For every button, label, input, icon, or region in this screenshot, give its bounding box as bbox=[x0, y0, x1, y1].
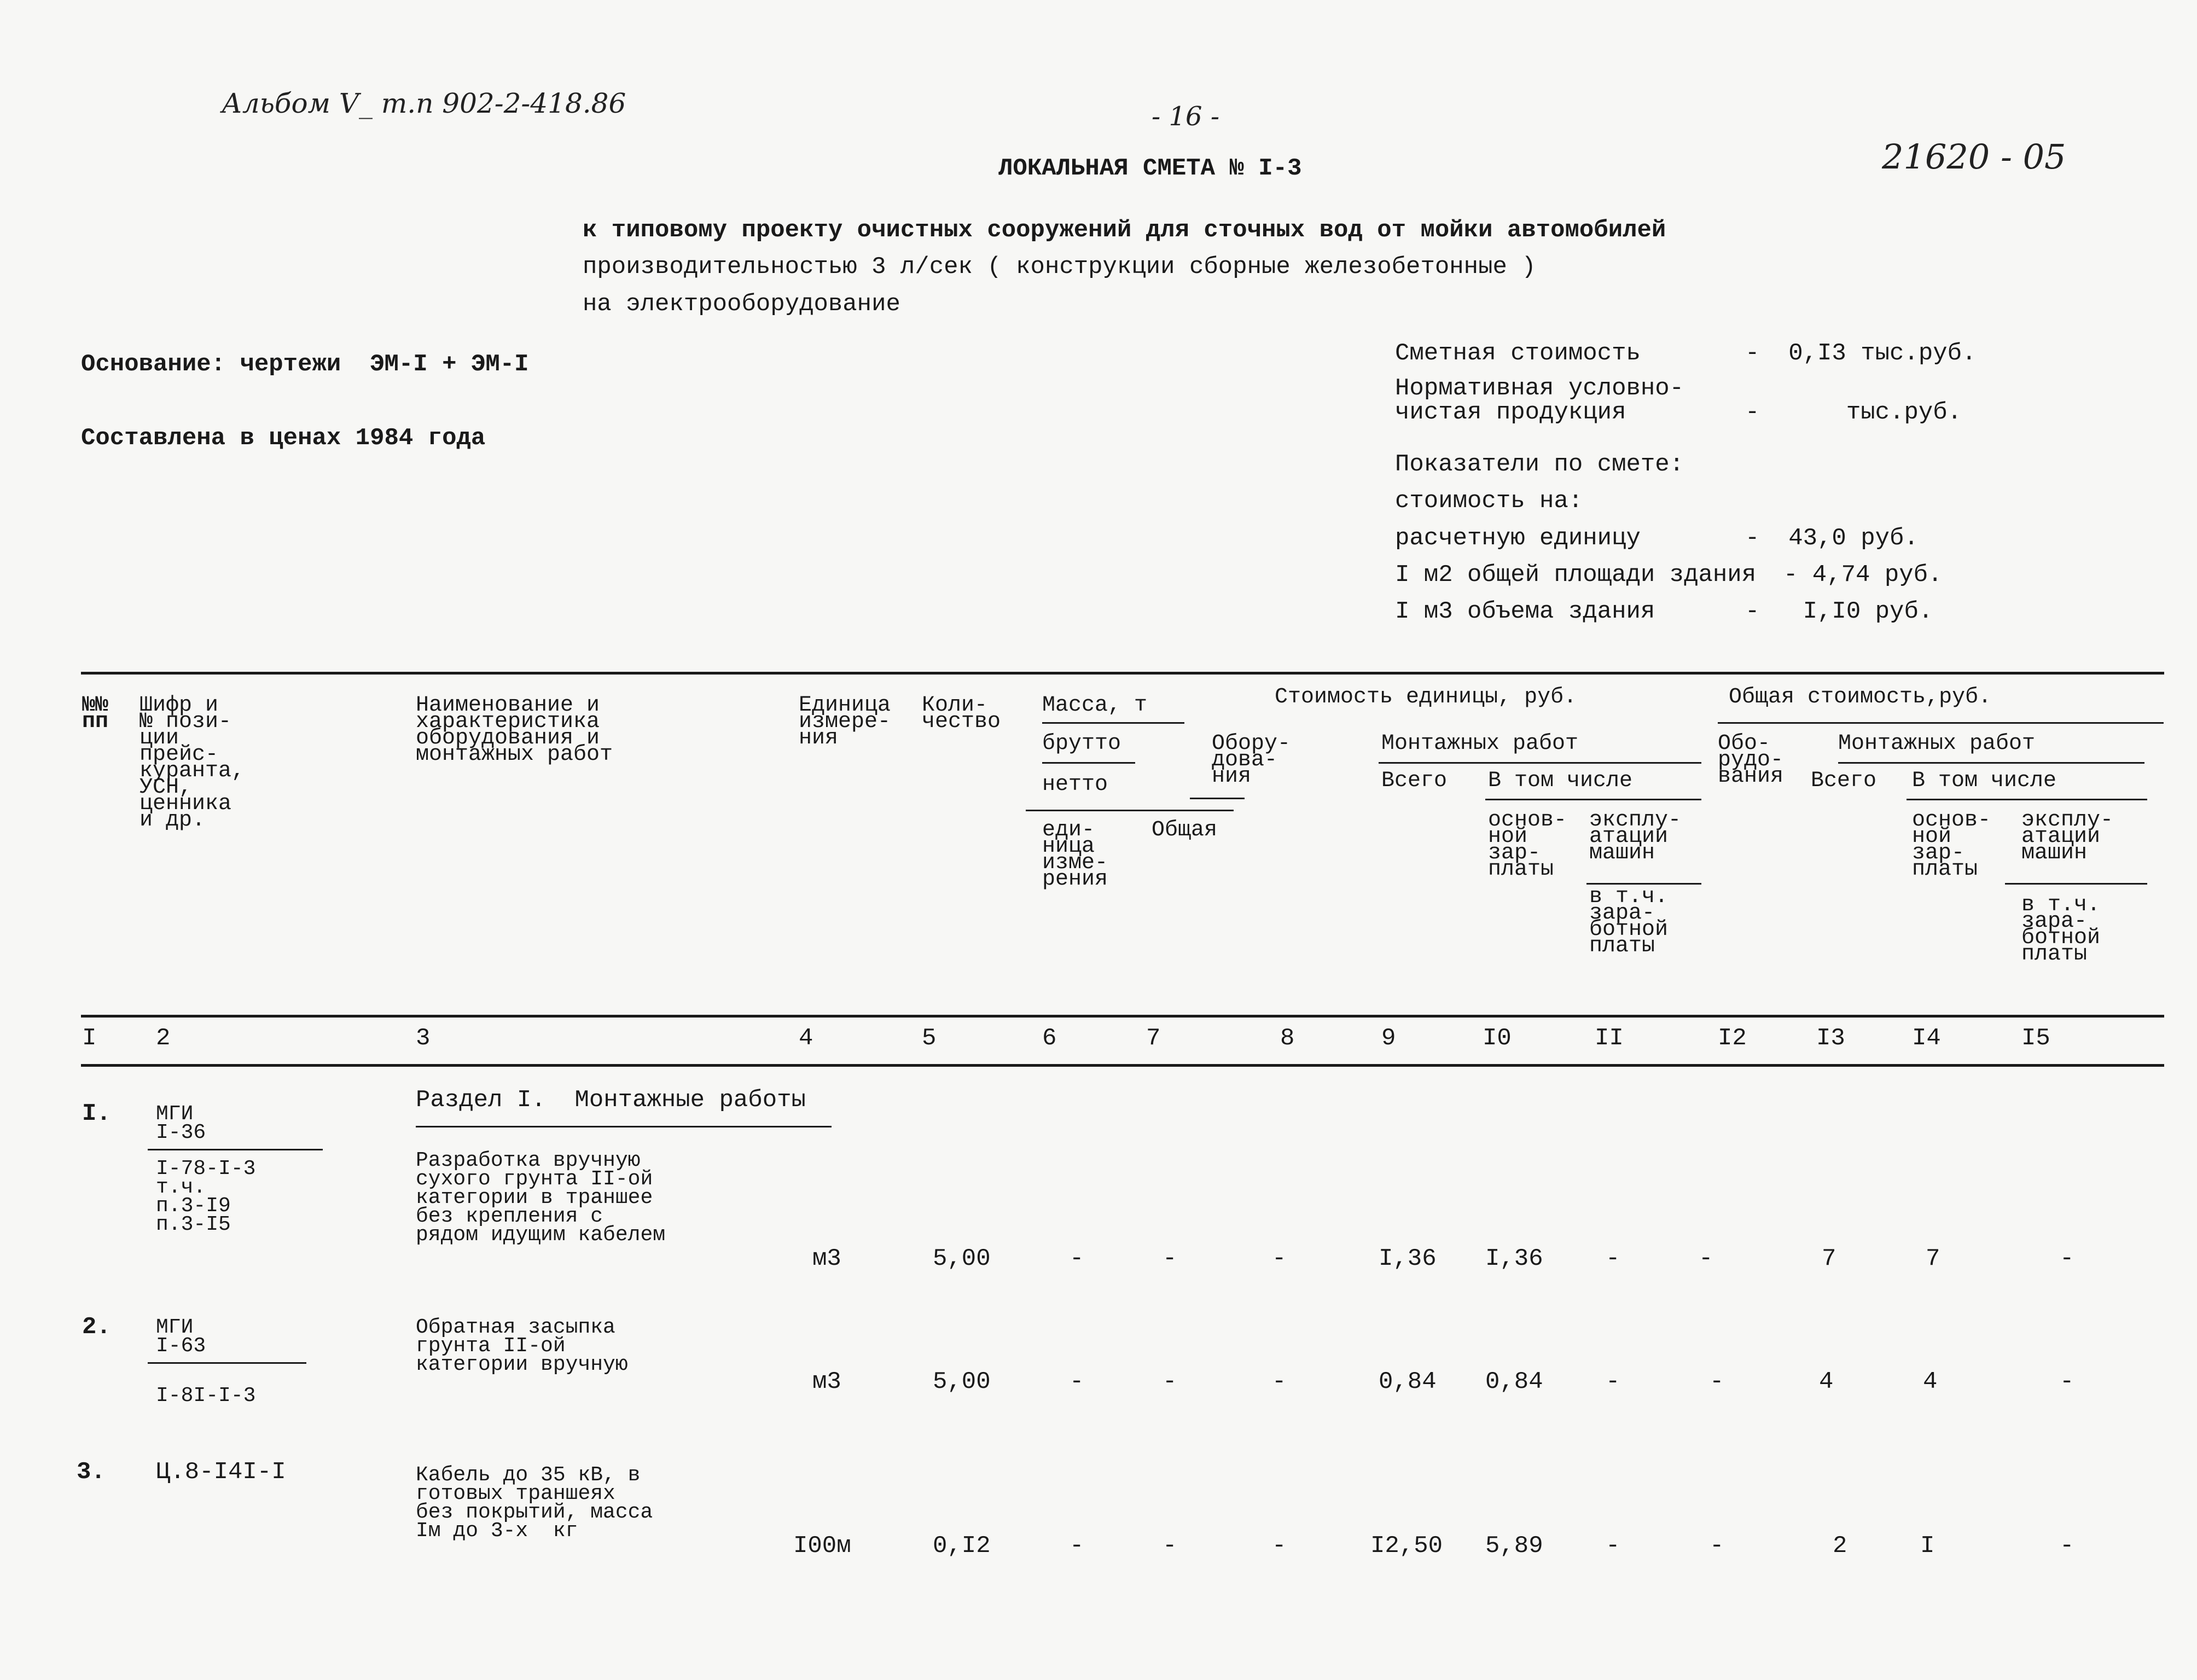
col-number-11: II bbox=[1595, 1025, 1624, 1052]
row-2-col10: 0,84 bbox=[1485, 1368, 1543, 1396]
row-1-code-bottom: I-78-I-3 т.ч. п.3-I9 п.3-I5 bbox=[156, 1157, 256, 1236]
header-total-all: Всего bbox=[1811, 769, 1877, 793]
row-2-col9: 0,84 bbox=[1379, 1368, 1437, 1396]
volume-cost-label: I м3 объема здания bbox=[1395, 598, 1655, 625]
header-total-mass: Общая bbox=[1152, 818, 1218, 842]
indicators-heading: Показатели по смете: bbox=[1395, 451, 1684, 478]
row-1-col12: - bbox=[1699, 1245, 1713, 1272]
col-number-1: I bbox=[82, 1025, 97, 1052]
col-number-13: I3 bbox=[1816, 1025, 1845, 1052]
row-2-col7: - bbox=[1163, 1368, 1177, 1396]
mass-underline bbox=[1042, 722, 1184, 724]
row-3-col12: - bbox=[1710, 1532, 1724, 1560]
document-title: ЛОКАЛЬНАЯ СМЕТА № I-3 bbox=[998, 155, 1302, 182]
row-1-col15: - bbox=[2060, 1245, 2074, 1272]
header-equipment: Обору- дова- ния bbox=[1212, 731, 1291, 789]
normative-label-1: Нормативная условно- bbox=[1395, 375, 1684, 402]
unit-cost-value: - 43,0 руб. bbox=[1745, 525, 1919, 552]
brutto-underline bbox=[1042, 762, 1135, 764]
row-3-col8: - bbox=[1272, 1532, 1287, 1560]
row-1-number: I. bbox=[82, 1100, 111, 1127]
row-1-col10: I,36 bbox=[1485, 1245, 1543, 1272]
row-2-name: Обратная засыпка грунта II-ой категории вручную bbox=[416, 1316, 628, 1376]
row-2-col8: - bbox=[1272, 1368, 1287, 1396]
header-bottom-rule bbox=[81, 1015, 2164, 1018]
col-number-6: 6 bbox=[1042, 1025, 1057, 1052]
row-2-col15: - bbox=[2060, 1368, 2074, 1396]
basis-line: Основание: чертежи ЭМ-I + ЭМ-I bbox=[81, 351, 529, 378]
col-number-15: I5 bbox=[2021, 1025, 2050, 1052]
header-total-machine: эксплу- атации машин bbox=[2021, 808, 2114, 865]
col-number-4: 4 bbox=[799, 1025, 813, 1052]
header-quantity: Коли- чество bbox=[922, 693, 1001, 734]
page-number: - 16 - bbox=[1152, 101, 1220, 132]
header-unit-base-pay: основ- ной зар- платы bbox=[1488, 808, 1567, 882]
row-3-col14: I bbox=[1920, 1532, 1935, 1560]
row-2-number: 2. bbox=[82, 1313, 111, 1341]
netto-underline bbox=[1026, 810, 1234, 811]
area-cost-label: I м2 общей площади здания bbox=[1395, 561, 1757, 589]
price-year-line: Составлена в ценах 1984 года bbox=[81, 425, 486, 452]
equipment-underline bbox=[1190, 798, 1245, 799]
row-1-col13: 7 bbox=[1822, 1245, 1836, 1272]
subtitle-line-1: к типовому проекту очистных сооружений для сточных вод от мойки автомобилей bbox=[583, 217, 1666, 244]
col-number-12: I2 bbox=[1718, 1025, 1747, 1052]
row-1-col7: - bbox=[1163, 1245, 1177, 1272]
row-3-col9: I2,50 bbox=[1370, 1532, 1443, 1560]
row-1-col9: I,36 bbox=[1379, 1245, 1437, 1272]
header-total-wages: в т.ч. зара- ботной платы bbox=[2021, 893, 2101, 967]
header-name: Наименование и характеристика оборудования и монтажных работ bbox=[416, 693, 613, 767]
header-unit-machine: эксплу- атации машин bbox=[1589, 808, 1682, 865]
row-3-col11: - bbox=[1606, 1532, 1620, 1560]
header-netto: нетто bbox=[1042, 772, 1108, 797]
unit-incl-underline bbox=[1485, 799, 1701, 800]
row-2-col12: - bbox=[1710, 1368, 1724, 1396]
header-unit-wages: в т.ч. зара- ботной платы bbox=[1589, 885, 1669, 958]
header-brutto: брутто bbox=[1042, 731, 1121, 756]
section-title-underline bbox=[416, 1126, 832, 1127]
volume-cost-value: - I,I0 руб. bbox=[1745, 598, 1933, 625]
row-3-col15: - bbox=[2060, 1532, 2074, 1560]
col-number-9: 9 bbox=[1381, 1025, 1396, 1052]
total-cost-underline bbox=[1718, 722, 2164, 724]
row-3-col13: 2 bbox=[1833, 1532, 1847, 1560]
unit-cost-label: расчетную единицу bbox=[1395, 525, 1641, 552]
header-total-cost: Общая стоимость,руб. bbox=[1729, 685, 1992, 710]
row-2-code-divider bbox=[148, 1362, 306, 1364]
estimated-cost-label: Сметная стоимость bbox=[1395, 340, 1641, 367]
row-3-name: Кабель до 35 кВ, в готовых траншеях без покрытий, масса Iм до 3-х кг bbox=[416, 1463, 653, 1543]
header-total-incl: В том числе bbox=[1912, 769, 2057, 793]
document-code: 21620 - 05 bbox=[1882, 137, 2066, 177]
row-2-code-top: МГИ I-63 bbox=[156, 1316, 206, 1358]
row-3-col7: - bbox=[1163, 1532, 1177, 1560]
header-total-equipment: Обо- рудо- вания bbox=[1718, 731, 1784, 789]
col-number-2: 2 bbox=[156, 1025, 171, 1052]
row-1-col6: - bbox=[1070, 1245, 1084, 1272]
row-1-col11: - bbox=[1606, 1245, 1620, 1272]
cost-on-label: стоимость на: bbox=[1395, 487, 1583, 515]
row-2-col11: - bbox=[1606, 1368, 1620, 1396]
row-1-col14: 7 bbox=[1926, 1245, 1940, 1272]
header-unit-incl: В том числе bbox=[1488, 769, 1633, 793]
total-mount-underline bbox=[1838, 762, 2144, 764]
row-2-code-bottom: I-8I-I-3 bbox=[156, 1384, 256, 1408]
col-number-10: I0 bbox=[1483, 1025, 1512, 1052]
col-number-5: 5 bbox=[922, 1025, 937, 1052]
header-total-mount: Монтажных работ bbox=[1838, 731, 2036, 756]
row-2-col13: 4 bbox=[1819, 1368, 1834, 1396]
area-cost-value: - 4,74 руб. bbox=[1783, 561, 1943, 589]
header-unit-mount: Монтажных работ bbox=[1381, 731, 1579, 756]
row-3-unit: I00м bbox=[793, 1532, 851, 1560]
header-unit-cost: Стоимость единицы, руб. bbox=[1275, 685, 1577, 710]
col-number-14: I4 bbox=[1912, 1025, 1941, 1052]
row-3-code: Ц.8-I4I-I bbox=[156, 1458, 286, 1486]
col-number-8: 8 bbox=[1280, 1025, 1295, 1052]
header-unit-all: Всего bbox=[1381, 769, 1448, 793]
unit-mount-underline bbox=[1379, 762, 1701, 764]
album-reference: Альбом V_ т.п 902-2-418.86 bbox=[222, 88, 626, 119]
total-machine-underline bbox=[2005, 883, 2147, 885]
row-1-col8: - bbox=[1272, 1245, 1287, 1272]
row-1-name: Разработка вручную сухого грунта II-ой категории в траншее без крепления с рядом идущим кабелем bbox=[416, 1149, 666, 1247]
col-number-3: 3 bbox=[416, 1025, 431, 1052]
section-title: Раздел I. Монтажные работы bbox=[416, 1086, 806, 1114]
header-row-number: №№ пп bbox=[82, 693, 109, 734]
subtitle-line-3: на электрооборудование bbox=[583, 290, 900, 318]
subtitle-line-2: производительностью 3 л/сек ( конструкции сборные железобетонные ) bbox=[583, 253, 1536, 281]
header-unit: Единица измере- ния bbox=[799, 693, 891, 751]
row-2-col6: - bbox=[1070, 1368, 1084, 1396]
header-code: Шифр и № пози- ции прейс- куранта, УСН, ценника и др. bbox=[140, 693, 245, 833]
header-mass: Масса, т bbox=[1042, 693, 1148, 718]
row-2-unit: м3 bbox=[812, 1368, 841, 1396]
normative-label-2: чистая продукция bbox=[1395, 399, 1626, 426]
header-unit-mass: еди- ница изме- рения bbox=[1042, 818, 1108, 892]
row-1-code-top: МГИ I-36 bbox=[156, 1102, 206, 1144]
row-3-number: 3. bbox=[77, 1458, 106, 1486]
row-1-code-divider bbox=[148, 1149, 323, 1150]
row-3-qty: 0,I2 bbox=[933, 1532, 991, 1560]
row-2-col14: 4 bbox=[1923, 1368, 1938, 1396]
row-1-unit: м3 bbox=[812, 1245, 841, 1272]
normative-value: - тыс.руб. bbox=[1745, 399, 1962, 426]
row-2-qty: 5,00 bbox=[933, 1368, 991, 1396]
col-number-7: 7 bbox=[1146, 1025, 1161, 1052]
row-3-col6: - bbox=[1070, 1532, 1084, 1560]
col-numbers-bottom-rule bbox=[81, 1064, 2164, 1067]
table-top-rule bbox=[81, 672, 2164, 675]
row-1-qty: 5,00 bbox=[933, 1245, 991, 1272]
row-3-col10: 5,89 bbox=[1485, 1532, 1543, 1560]
header-total-base-pay: основ- ной зар- платы bbox=[1912, 808, 1991, 882]
total-incl-underline bbox=[1907, 799, 2147, 800]
estimated-cost-value: - 0,I3 тыс.руб. bbox=[1745, 340, 1977, 367]
